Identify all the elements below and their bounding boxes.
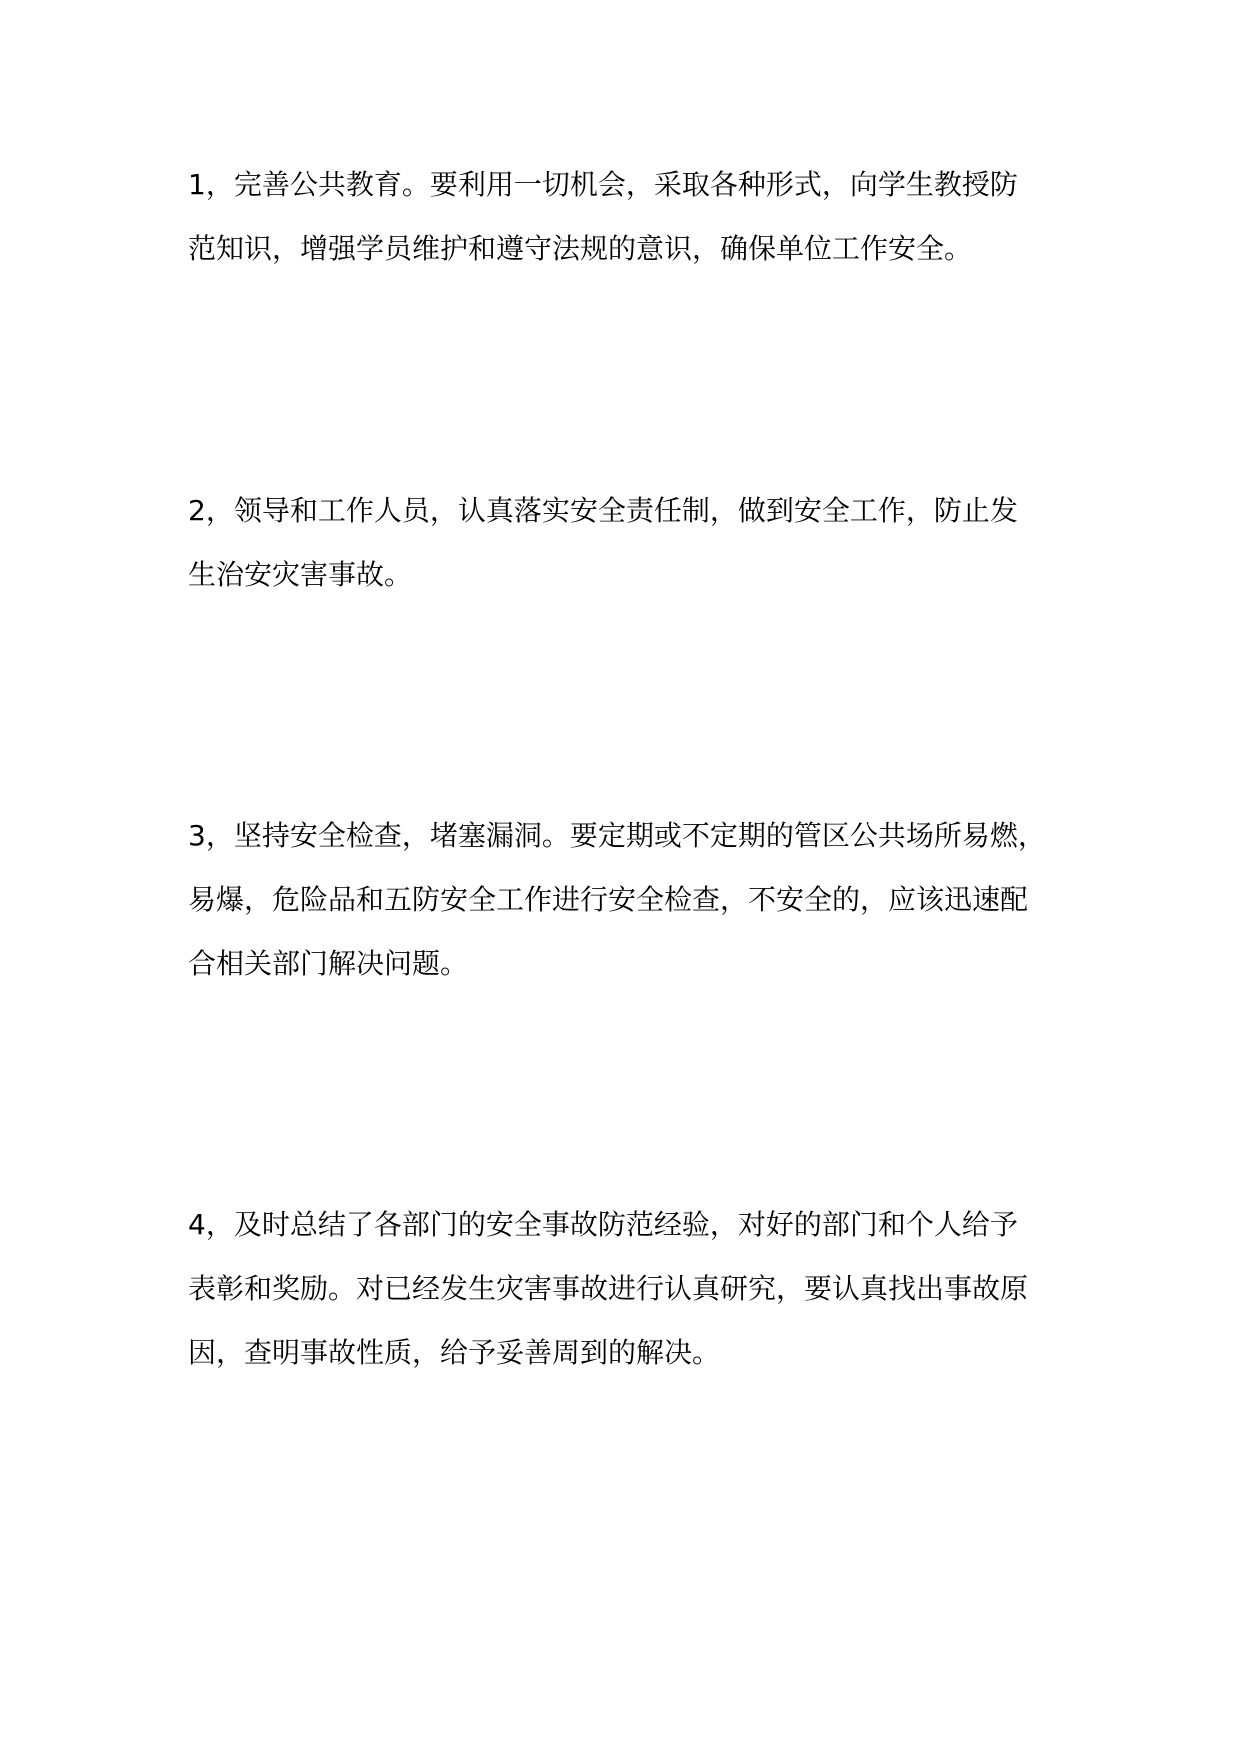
paragraph-line: 因，查明事故性质，给予妥善周到的解决。	[188, 1336, 721, 1369]
paragraph-line: 3，坚持安全检查，堵塞漏洞。要定期或不定期的管区公共场所易燃，	[188, 819, 1046, 852]
paragraph-3	[188, 804, 1088, 996]
paragraph-line: 合相关部门解决问题。	[188, 947, 469, 980]
paragraph-line: 2，领导和工作人员，认真落实安全责任制，做到安全工作，防止发	[188, 494, 1018, 527]
paragraph-line: 1，完善公共教育。要利用一切机会，采取各种形式，向学生教授防	[188, 168, 1018, 201]
paragraph-2	[188, 479, 1068, 607]
paragraph-line: 生治安灾害事故。	[188, 558, 413, 591]
paragraph-line: 易爆，危险品和五防安全工作进行安全检查，不安全的，应该迅速配	[188, 883, 1029, 916]
paragraph-line: 4，及时总结了各部门的安全事故防范经验，对好的部门和个人给予	[188, 1208, 1018, 1241]
paragraph-4	[188, 1193, 1068, 1385]
paragraph-1	[188, 153, 1068, 281]
paragraph-line: 范知识，增强学员维护和遵守法规的意识，确保单位工作安全。	[188, 232, 973, 265]
paragraph-line: 表彰和奖励。对已经发生灾害事故进行认真研究，要认真找出事故原	[188, 1272, 1029, 1305]
